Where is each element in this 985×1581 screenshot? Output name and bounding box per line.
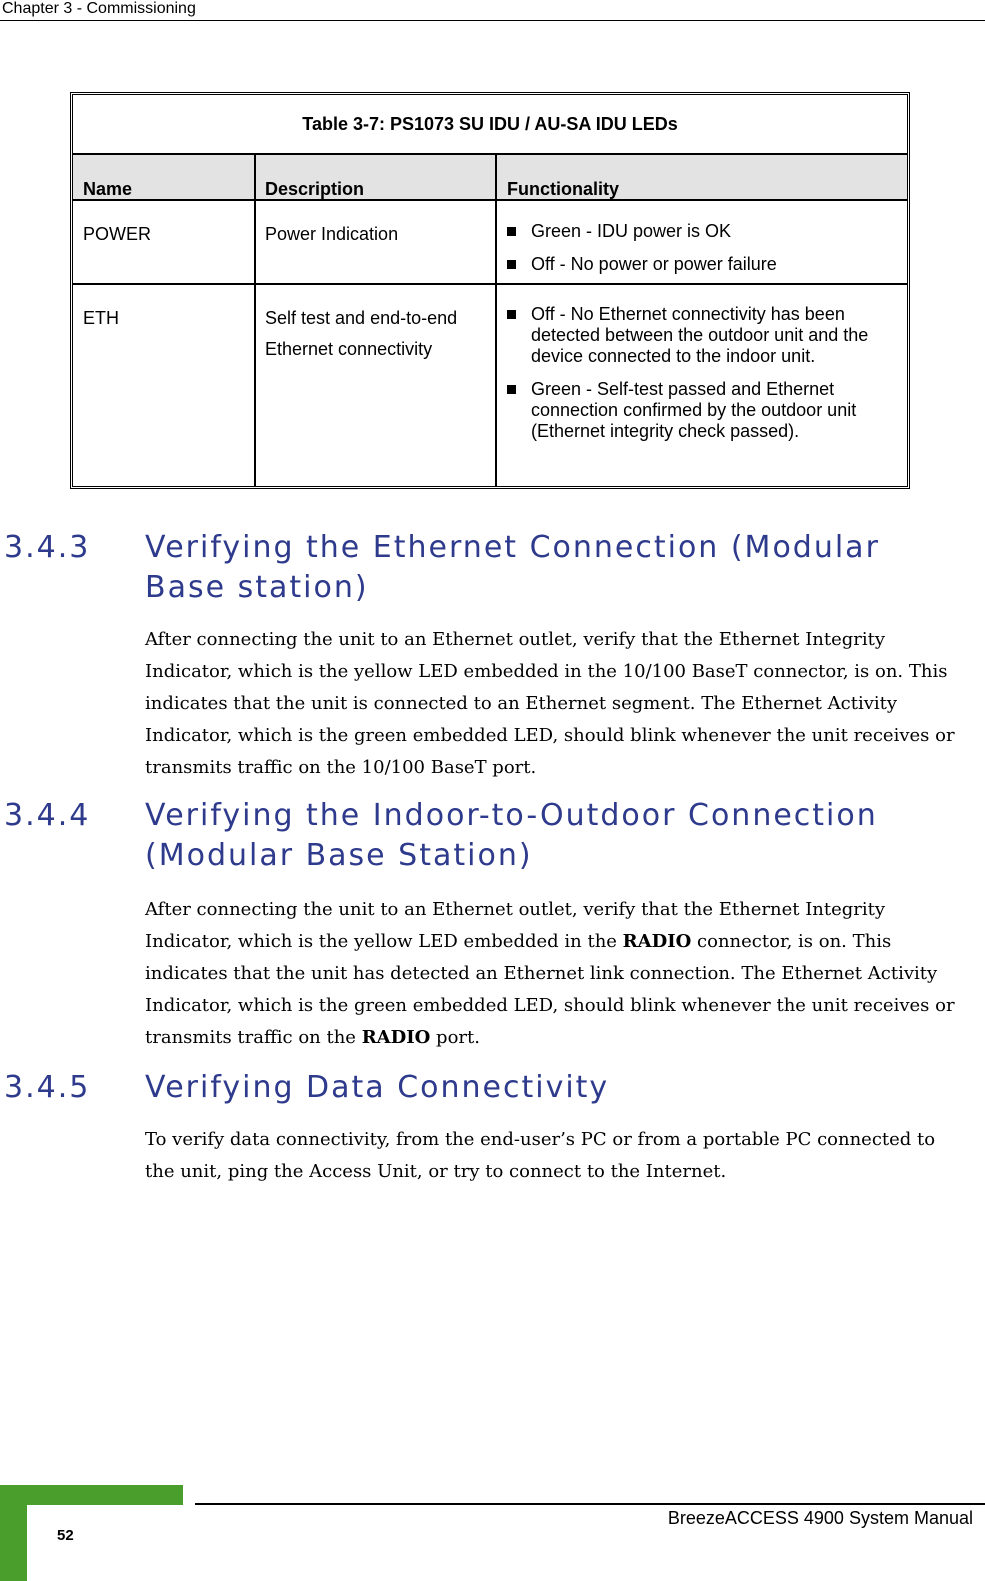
footer-rule xyxy=(195,1503,985,1505)
section-body: After connecting the unit to an Ethernet outlet, verify that the Ethernet Integrity Indicator, which is the yellow LED embedded in the RADIO connector, is on. This indicates that the unit has detected an Ethernet link connection. The Ethernet Activity Indicator, which is the green embedded LED, should blink whenever the unit receives or transmits traffic on the RADIO port. xyxy=(145,899,955,1048)
section-number: 3.4.3 xyxy=(4,530,91,565)
table-cell-name: ETH xyxy=(83,308,119,328)
list-item: Off - No power or power failure xyxy=(497,254,897,275)
section-number: 3.4.5 xyxy=(4,1070,91,1105)
column-header-description: Description xyxy=(265,179,365,199)
section-number: 3.4.4 xyxy=(4,798,91,833)
table-caption: Table 3-7: PS1073 SU IDU / AU-SA IDU LEDs xyxy=(73,95,907,155)
section-title: Verifying the Indoor-to-Outdoor Connection (Modular Base Station) xyxy=(145,798,878,873)
section-title: Verifying Data Connectivity xyxy=(145,1070,610,1105)
table-cell-description: Power Indication xyxy=(265,224,399,244)
bullet-square-icon xyxy=(507,385,516,394)
section-body: To verify data connectivity, from the end-user’s PC or from a portable PC connected to the unit, ping the Access Unit, or try to connect to the Internet. xyxy=(145,1129,936,1182)
column-divider xyxy=(254,155,256,486)
table-cell-description: Self test and end-to-end Ethernet connectivity xyxy=(265,308,458,359)
header-rule xyxy=(0,20,985,21)
led-table xyxy=(70,92,910,489)
table-cell-functionality xyxy=(497,221,897,287)
section-title: Verifying the Ethernet Connection (Modular Base station) xyxy=(145,530,880,605)
footer-accent-bar xyxy=(0,1485,183,1505)
table-cell-functionality xyxy=(497,304,897,454)
list-item: Green - IDU power is OK xyxy=(497,221,897,242)
bullet-square-icon xyxy=(507,260,516,269)
column-header-name: Name xyxy=(83,179,133,199)
manual-title: BreezeACCESS 4900 System Manual xyxy=(667,1508,973,1528)
chapter-header: Chapter 3 - Commissioning xyxy=(2,0,196,17)
page-number: 52 xyxy=(57,1527,74,1544)
radio-keyword: RADIO xyxy=(361,1027,431,1048)
list-item: Green - Self-test passed and Ethernet connection confirmed by the outdoor unit (Ethernet integrity check passed). xyxy=(497,379,897,442)
list-item: Off - No Ethernet connectivity has been detected between the outdoor unit and the device connected to the indoor unit. xyxy=(497,304,897,367)
column-header-functionality: Functionality xyxy=(507,179,619,199)
table-cell-name: POWER xyxy=(83,224,152,244)
bullet-square-icon xyxy=(507,310,516,319)
radio-keyword: RADIO xyxy=(622,931,692,952)
section-body: After connecting the unit to an Ethernet outlet, verify that the Ethernet Integrity Indicator, which is the yellow LED embedded in the 10/100 BaseT connector, is on. This indicates that the unit is connected to an Ethernet segment. The Ethernet Activity Indicator, which is the green embedded LED, should blink whenever the unit receives or transmits traffic on the 10/100 BaseT port. xyxy=(145,629,955,778)
table-header-row xyxy=(73,155,907,201)
bullet-square-icon xyxy=(507,227,516,236)
